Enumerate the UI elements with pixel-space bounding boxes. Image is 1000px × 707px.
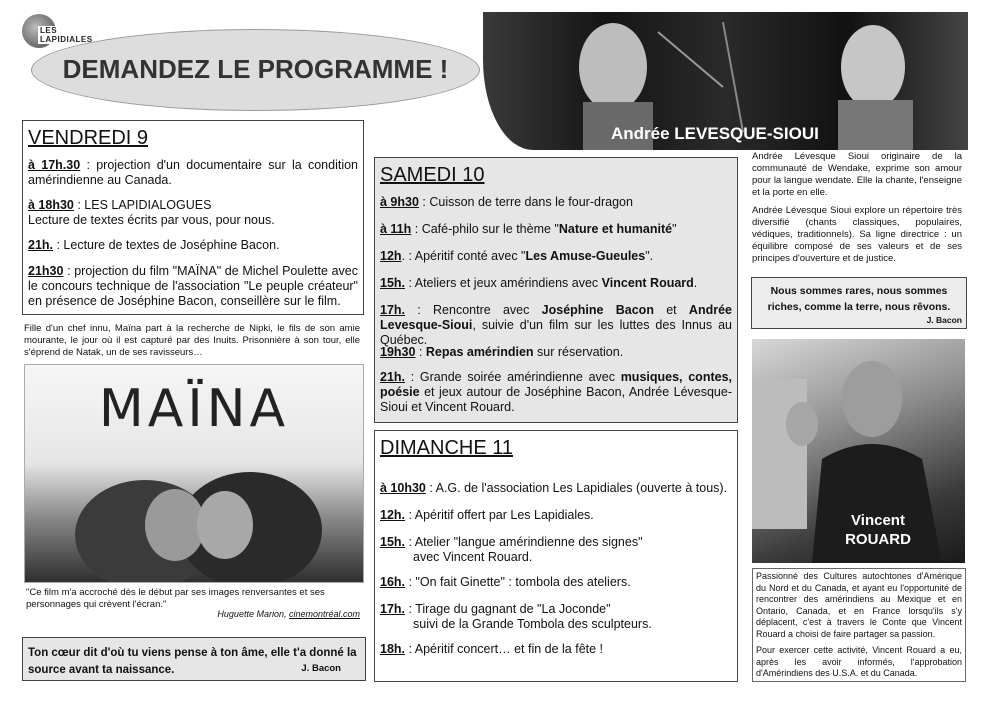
vendredi-box xyxy=(22,120,364,315)
samedi-title: SAMEDI 10 xyxy=(380,164,485,186)
andree-bio-p1: Andrée Lévesque Sioui originaire de la communauté de Wendake, exprime son amour pour la langue wendate. Elle la chante, l'enseigne et la porte en elle. xyxy=(752,151,962,198)
bacon-quote-left xyxy=(22,637,366,681)
review-link[interactable]: cinemontréal.com xyxy=(288,609,360,619)
association-logo xyxy=(22,14,93,46)
dimanche-item: à 10h30 : A.G. de l'association Les Lapidiales (ouverte à tous). xyxy=(380,481,728,495)
andree-bio-p2: Andrée Lévesque Sioui explore un répertoire très diversifié (chants classiques, populaires, védiques, traditionnels). Sa ligne directrice : un équilibre composé de ses valeurs et de ses principes d'ouverture et de justice. xyxy=(752,205,962,264)
vincent-bio-p2: Pour exercer cette activité, Vincent Rouard a eu, après les avoir informés, l'approbation d'Amérindiens des U.S.A. et du Canada. xyxy=(756,645,962,678)
review-quote: "Ce film m'a accroché dès le début par ses images renversantes et ses personnages qui crèvent l'écran." xyxy=(26,587,325,610)
bacon-quote-right-text: Nous sommes rares, nous sommes riches, comme la terre, nous rêvons. xyxy=(767,285,951,313)
poster-figures xyxy=(25,365,363,582)
review-source: Huguette Marion, cinemontréal.com xyxy=(217,609,360,619)
andree-photo xyxy=(483,12,968,150)
bacon-quote-right-author: J. Bacon xyxy=(926,315,962,325)
dimanche-box xyxy=(374,430,738,682)
samedi-item: 15h. : Ateliers et jeux amérindiens avec Vincent Rouard. xyxy=(380,276,698,290)
vendredi-item: à 17h.30 : projection d'un documentaire sur la condition amérindienne au Canada. xyxy=(28,158,359,187)
maina-synopsis: Fille d'un chef innu, Maïna part à la recherche de Nipki, le fils de son amie mourante, le jour où il est capturé par des Inuits. Prisonnière à son tour, elle s'éprend de Natak, un de ses ravisseurs… xyxy=(24,323,360,358)
vincent-bio xyxy=(752,568,966,682)
banner-title: DEMANDEZ LE PROGRAMME ! xyxy=(62,54,449,84)
samedi-item: à 9h30 : Cuisson de terre dans le four-dragon xyxy=(380,195,633,209)
dimanche-item: 17h. : Tirage du gagnant de "La Joconde" suivi de la Grande Tombola des sculpteurs. xyxy=(380,602,652,631)
bacon-quote-left-text: Ton cœur dit d'où tu viens pense à ton âme, elle t'a donné la source avant ta naissance. xyxy=(28,647,357,676)
bacon-quote-right xyxy=(751,277,967,329)
program-banner xyxy=(31,29,480,111)
vendredi-item: à 18h30 : LES LAPIDIALOGUES Lecture de textes écrits par vous, pour nous. xyxy=(28,198,275,227)
samedi-item: 12h. : Apéritif conté avec "Les Amuse-Gueules". xyxy=(380,249,654,263)
logo-text: LES LAPIDIALES xyxy=(40,26,93,44)
vendredi-title: VENDREDI 9 xyxy=(28,127,149,149)
dimanche-item: 12h. : Apéritif offert par Les Lapidiales. xyxy=(380,508,594,522)
maina-film-title: MAÏNA xyxy=(98,379,290,439)
dimanche-item: 18h. : Apéritif concert… et fin de la fête ! xyxy=(380,642,604,656)
samedi-item: 17h. : Rencontre avec Joséphine Bacon et Andrée Levesque-Sioui, suivie d'un film sur les luttes des Innus au Québec. xyxy=(380,303,732,347)
andree-bio xyxy=(752,151,962,265)
vendredi-item: 21h. : Lecture de textes de Joséphine Bacon. xyxy=(28,238,280,252)
bacon-quote-left-author: J. Bacon xyxy=(301,663,341,674)
vincent-caption: Vincent ROUARD xyxy=(845,512,911,548)
andree-caption: Andrée LEVESQUE-SIOUI xyxy=(611,124,819,143)
samedi-box xyxy=(374,157,738,423)
samedi-item: 19h30 : Repas amérindien sur réservation. xyxy=(380,345,624,359)
maina-poster xyxy=(24,364,364,583)
samedi-item: à 11h : Café-philo sur le thème "Nature et humanité" xyxy=(380,222,677,236)
dimanche-item: 16h. : "On fait Ginette" : tombola des ateliers. xyxy=(380,575,631,589)
samedi-item: 21h. : Grande soirée amérindienne avec musiques, contes, poésie et jeux autour de Joséphine Bacon, Andrée Lévesque-Sioui et Vincent Rouard. xyxy=(380,370,732,414)
vendredi-item: 21h30 : projection du film "MAÏNA" de Michel Poulette avec le concours technique de l'association "Le peuple créateur" en présence de Joséphine Bacon, conseillère sur le film. xyxy=(28,264,358,308)
vincent-bio-p1: Passionné des Cultures autochtones d'Amérique du Nord et du Canada, et ayant eu l'opportunité de rencontrer des amérindiens au Mexique et en Ontario, Canada, et en France lorsqu'ils s'y déplacent, c'est à travers le Conte que Vincent Rouard a choisi de faire partager sa passion. xyxy=(756,571,962,639)
vincent-photo xyxy=(752,339,965,563)
dimanche-item: 15h. : Atelier "langue amérindienne des signes" avec Vincent Rouard. xyxy=(380,535,643,564)
dimanche-title: DIMANCHE 11 xyxy=(380,437,513,459)
